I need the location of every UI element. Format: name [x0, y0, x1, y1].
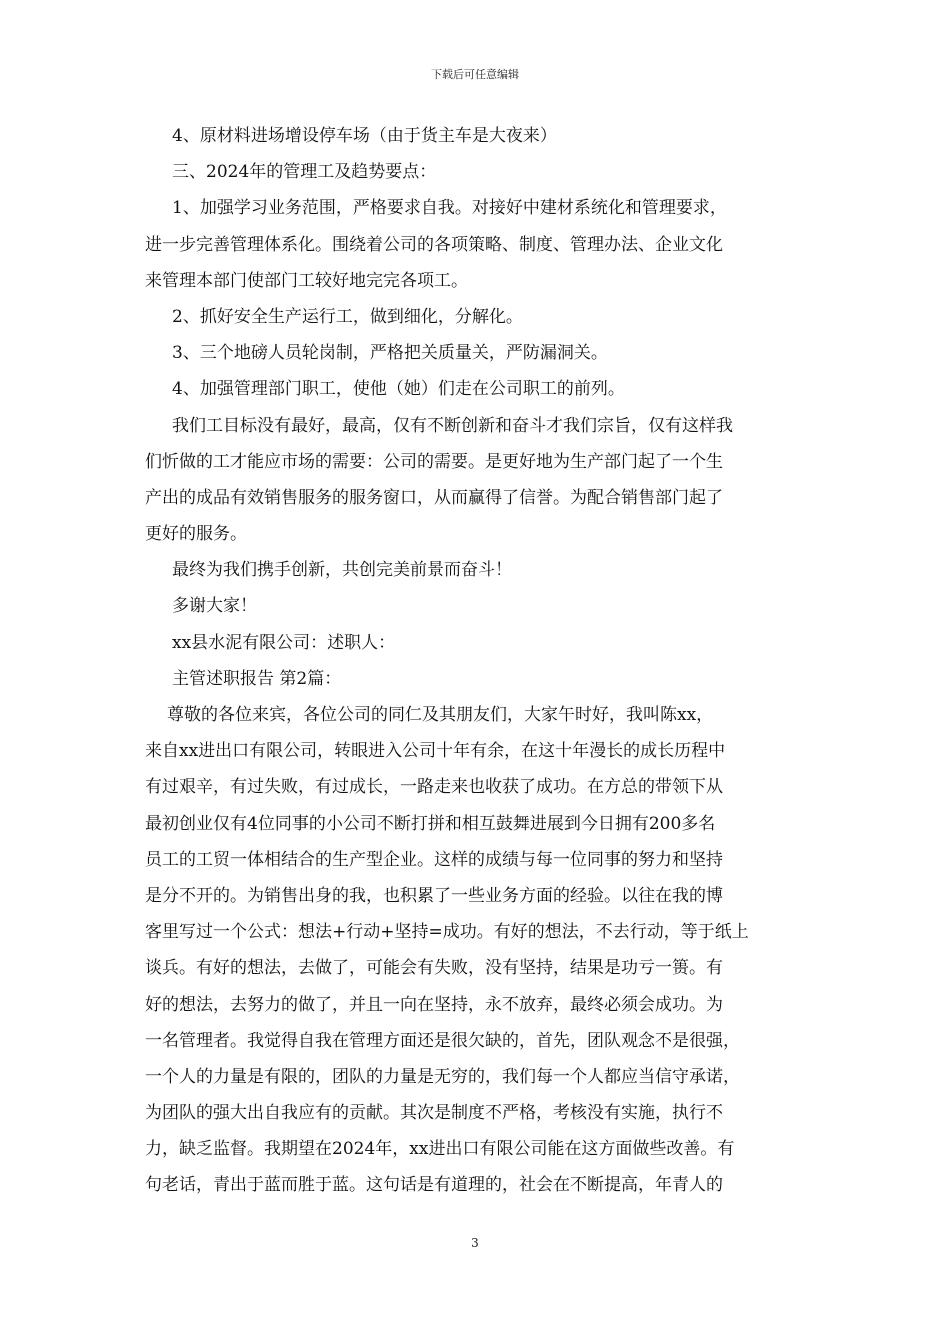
paragraph-line: 尊敬的各位来宾，各位公司的同仁及其朋友们，大家午时好，我叫陈xx， — [167, 705, 714, 725]
document-body — [145, 118, 810, 1204]
paragraph-line: 4、原材料进场增设停车场（由于货主车是大夜来） — [172, 126, 557, 146]
signature-line: xx县水泥有限公司：述职人： — [172, 632, 396, 653]
paragraph-line: 一个人的力量是有限的，团队的力量是无穷的，我们每一个人都应当信守承诺， — [145, 1066, 740, 1087]
page-header: 下载后可任意编辑 — [431, 68, 519, 81]
paragraph-line: 一名管理者。我觉得自我在管理方面还是很欠缺的，首先，团队观念不是很强， — [145, 1030, 740, 1051]
paragraph-line: 3、三个地磅人员轮岗制，严格把关质量关，严防漏洞关。 — [172, 343, 608, 364]
section-heading: 三、2024年的管理工及趋势要点： — [172, 162, 437, 183]
section-heading: 主管述职报告 第2篇： — [172, 668, 342, 689]
paragraph-line: 有过艰辛，有过失败，有过成长，一路走来也收获了成功。在方总的带领下从 — [145, 777, 723, 798]
paragraph-line: 更好的服务。 — [145, 524, 247, 545]
paragraph-line: 4、加强管理部门职工，使他（她）们走在公司职工的前列。 — [172, 379, 625, 400]
paragraph-line: 力，缺乏监督。我期望在2024年，xx进出口有限公司能在这方面做些改善。有 — [145, 1139, 735, 1160]
paragraph-line: 2、抓好安全生产运行工，做到细化，分解化。 — [172, 306, 523, 327]
paragraph-line: 句老话，青出于蓝而胜于蓝。这句话是有道理的，社会在不断提高，年青人的 — [145, 1175, 723, 1196]
paragraph-line: 客里写过一个公式：想法+行动+坚持=成功。有好的想法，不去行动，等于纸上 — [145, 922, 749, 943]
page-number: 3 — [471, 1236, 479, 1250]
paragraph-line: 是分不开的。为销售出身的我，也积累了一些业务方面的经验。以往在我的博 — [145, 885, 723, 906]
paragraph-line: 来管理本部门使部门工较好地完完各项工。 — [145, 270, 468, 291]
paragraph-line: 们忻做的工才能应市场的需要：公司的需要。是更好地为生产部门起了一个生 — [145, 451, 723, 472]
paragraph-line: 谈兵。有好的想法，去做了，可能会有失败，没有坚持，结果是功亏一篑。有 — [145, 958, 723, 979]
paragraph-line: 员工的工贸一体相结合的生产型企业。这样的成绩与每一位同事的努力和坚持 — [145, 849, 723, 870]
paragraph-line: 来自xx进出口有限公司，转眼进入公司十年有余，在这十年漫长的成长历程中 — [145, 741, 726, 762]
paragraph-line: 为团队的强大出自我应有的贡献。其次是制度不严格，考核没有实施，执行不 — [145, 1103, 723, 1124]
paragraph-line: 最终为我们携手创新，共创完美前景而奋斗！ — [172, 560, 512, 581]
paragraph-line: 好的想法，去努力的做了，并且一向在坚持，永不放弃，最终必须会成功。为 — [145, 994, 723, 1015]
paragraph-line: 最初创业仅有4位同事的小公司不断打拼和相互鼓舞进展到今日拥有200多名 — [145, 813, 716, 834]
paragraph-line: 多谢大家！ — [172, 596, 257, 617]
paragraph-line: 我们工目标没有最好，最高，仅有不断创新和奋斗才我们宗旨，仅有这样我 — [172, 415, 733, 436]
paragraph-line: 产出的成品有效销售服务的服务窗口，从而赢得了信誉。为配合销售部门起了 — [145, 487, 723, 508]
paragraph-line: 1、加强学习业务范围，严格要求自我。对接好中建材系统化和管理要求， — [172, 198, 727, 219]
paragraph-line: 进一步完善管理体系化。围绕着公司的各项策略、制度、管理办法、企业文化 — [145, 234, 723, 255]
